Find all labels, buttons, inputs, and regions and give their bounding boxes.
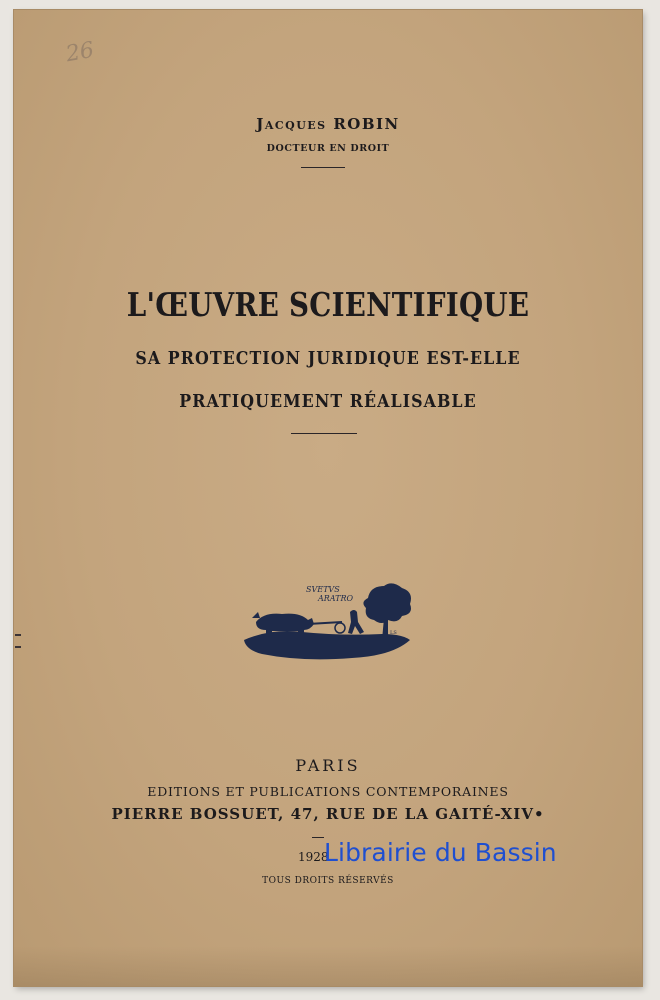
- emblem-motto-1: SVETVS: [306, 585, 340, 594]
- publisher-emblem-icon: [242, 578, 414, 664]
- publisher-address: PIERRE BOSSUET, 47, RUE DE LA GAITÉ-XIV•: [111, 805, 545, 823]
- publisher-name: EDITIONS ET PUBLICATIONS CONTEMPORAINES: [147, 784, 509, 799]
- book-title: L'ŒUVRE SCIENTIFIQUE: [126, 285, 530, 324]
- worn-bottom-edge: [14, 946, 642, 986]
- rights-notice: TOUS DROITS RÉSERVÉS: [262, 876, 394, 886]
- seller-watermark: Librairie du Bassin: [324, 838, 557, 867]
- author-title: DOCTEUR EN DROIT: [266, 143, 390, 154]
- book-cover: [14, 10, 642, 986]
- publication-city: PARIS: [295, 756, 361, 775]
- subtitle-line-2: PRATIQUEMENT RÉALISABLE: [179, 391, 477, 412]
- publication-year: 1928: [298, 850, 329, 864]
- emblem-motto-2: ARATRO: [318, 594, 354, 603]
- year-dash: [312, 837, 324, 838]
- subtitle-line-1: SA PROTECTION JURIDIQUE EST-ELLE: [135, 348, 521, 369]
- author-name: Jacques ROBIN: [256, 115, 400, 133]
- svg-text:LS: LS: [390, 630, 397, 636]
- divider-rule-top: [301, 167, 345, 168]
- pencil-note: 26: [64, 37, 96, 68]
- divider-rule-bottom: [291, 433, 357, 434]
